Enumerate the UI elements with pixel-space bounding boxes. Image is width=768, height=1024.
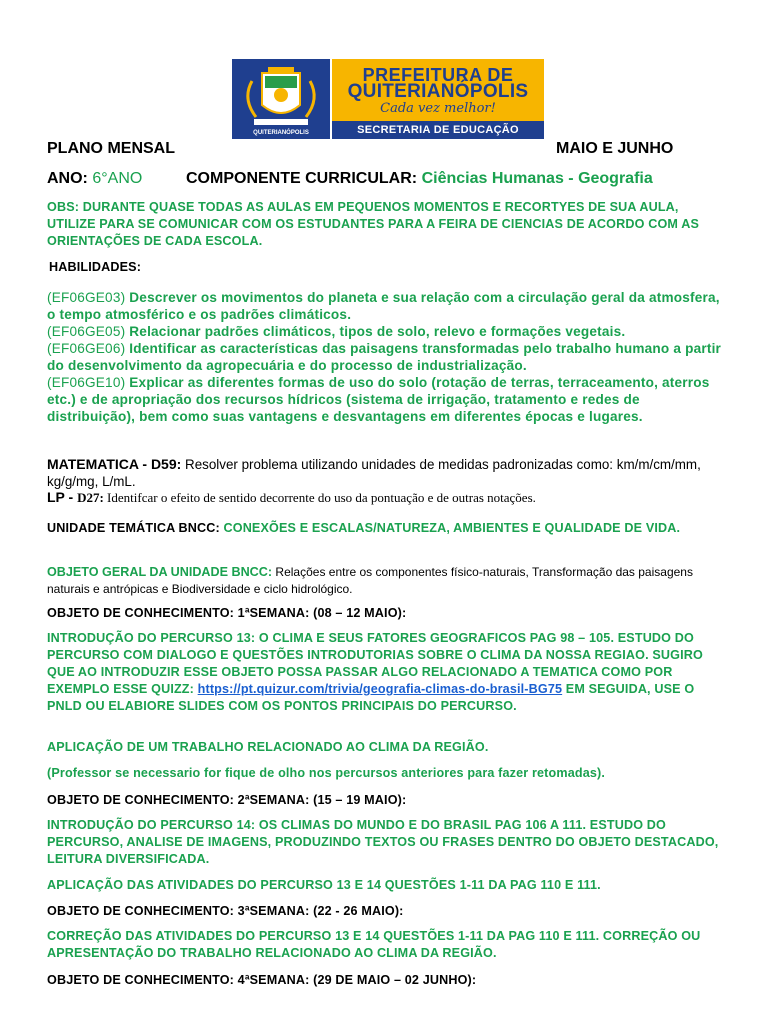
semana-2-aplicacao: APLICAÇÃO DAS ATIVIDADES DO PERCURSO 13 E 14 QUESTÕES 1-11 DA PAG 110 E 111. [47,878,601,892]
habilidade-text: Descrever os movimentos do planeta e sua relação com a circulação geral da atmosfera, o tempo atmosférico e os padrões climáticos. [47,290,720,322]
ano-componente-line [47,170,728,188]
municipal-seal [232,59,330,139]
brand-line-1: PREFEITURA DE [362,65,514,85]
semana-3-title: OBJETO DE CONHECIMENTO: 3ªSEMANA: (22 - 26 MAIO): [47,904,404,918]
obs-text: OBS: DURANTE QUASE TODAS AS AULAS EM PEQUENOS MOMENTOS E RECORTYES DE SUA AULA, UTILIZE PARA SE COMUNICAR COM OS ESTUDANTES PARA A FEIRA DE CIENCIAS DE ACORDO COM AS ORIENTAÇÕES DE CADA ESCOLA. [47,200,700,248]
seal-caption: QUITERIANÓPOLIS [253,130,309,136]
ano-value: 6°ANO [92,170,143,187]
objeto-geral [47,564,728,598]
semana-1-intro: INTRODUÇÃO DO PERCURSO 13: O CLIMA E SEUS FATORES GEOGRAFICOS PAG 98 – 105. ESTUDO DO PERCURSO COM DIALOGO E QUESTÕES INTRODUTORIAS SOBRE O CLIMA DA NOSSA REGIAO. SUGIRO QUE AO INTRODUZIR ESSE OBJETO POSSA PASSAR ALGO RELACIONADO A TEMATICA COMO POR EXEMPLO ESSE QUIZZ: [47,631,703,696]
habilidade-item [47,289,730,323]
matematica-label: MATEMATICA - D59: [47,456,182,472]
semana-1-nota: (Professor se necessario for fique de olho nos percursos anteriores para fazer retomadas). [47,766,606,780]
lp-code: D27: [77,490,104,505]
habilidades-list [47,289,730,425]
semana-3-text: CORREÇÃO DAS ATIVIDADES DO PERCURSO 13 E 14 QUESTÕES 1-11 DA PAG 110 E 111. CORREÇÃO OU APRESENTAÇÃO DO TRABALHO RELACIONADO AO CLIMA DA REGIÃO. [47,929,701,960]
semana-1-continue: EM SEGUIDA, USE O PNLD OU ELABIORE SLIDES COM OS PONTOS PRINCIPAIS DO PERCURSO. [47,682,695,713]
semana-1-text [47,630,728,715]
habilidade-item [47,323,730,340]
habilidade-text: Explicar as diferentes formas de uso do solo (rotação de terras, terraceamento, aterros etc.) e de apropriação dos recursos hídricos (sistema de irrigação, tratamento e redes de distribuição), bem como suas vantagens e desvantagens em diferentes épocas e lugares. [47,375,710,424]
habilidade-item [47,340,730,374]
plan-months: MAIO E JUNHO [556,140,674,157]
ano-label: ANO: [47,170,88,187]
lp-label: LP - [47,489,78,505]
unidade-value: CONEXÕES E ESCALAS/NATUREZA, AMBIENTES E QUALIDADE DE VIDA. [223,521,681,535]
habilidade-code: (EF06GE10) [47,375,126,390]
semana-4-title: OBJETO DE CONHECIMENTO: 4ªSEMANA: (29 DE MAIO – 02 JUNHO): [47,973,477,987]
semana-1-aplicacao: APLICAÇÃO DE UM TRABALHO RELACIONADO AO CLIMA DA REGIÃO. [47,740,489,754]
plan-header [47,140,728,158]
unidade-tematica [47,520,728,537]
prefeitura-brand [332,59,544,139]
plan-title: PLANO MENSAL [47,140,175,157]
semana-2-title: OBJETO DE CONHECIMENTO: 2ªSEMANA: (15 – 19 MAIO): [47,793,407,807]
matematica-paragraph [47,456,728,490]
habilidade-text: Relacionar padrões climáticos, tipos de solo, relevo e formações vegetais. [125,324,626,339]
lp-text: Identifcar o efeito de sentido decorrente do uso da pontuação e de outras notações. [103,490,536,505]
componente-value: Ciências Humanas - Geografia [421,170,653,187]
componente-label: COMPONENTE CURRICULAR: [186,170,418,187]
habilidade-code: (EF06GE05) [47,324,126,339]
matematica-text: Resolver problema utilizando unidades de medidas padronizadas como: km/m/cm/mm, kg/g/mg, L/mL. [47,457,701,489]
lp-paragraph [47,489,728,506]
brand-line-2: QUITERIANÓPOLIS [347,81,529,102]
unidade-label: UNIDADE TEMÁTICA BNCC: [47,521,224,535]
semana-2-text: INTRODUÇÃO DO PERCURSO 14: OS CLIMAS DO MUNDO E DO BRASIL PAG 106 A 111. ESTUDO DO PERCURSO, ANALISE DE IMAGENS, PRODUZINDO TEXTOS OU FRASES DENTRO DO OBJETO DESTACADO, LEITURA DIVERSIFICADA. [47,818,719,866]
coat-of-arms-icon [232,59,330,139]
habilidade-item [47,374,730,425]
semana-1-title: OBJETO DE CONHECIMENTO: 1ªSEMANA: (08 – 12 MAIO): [47,606,407,620]
habilidade-text: Identificar as características das paisagens transformadas pelo trabalho humano a partir do desenvolvimento da agropecuária e do processo de industrialização. [47,341,722,373]
objeto-geral-label: OBJETO GERAL DA UNIDADE BNCC: [47,565,273,579]
prefeitura-logo [232,59,544,139]
habilidade-code: (EF06GE03) [47,290,126,305]
objeto-geral-value: Relações entre os componentes físico-naturais, Transformação das paisagens naturais e antrópicas e Biodiversidade e ciclo hidrológico. [47,565,693,596]
brand-department: SECRETARIA DE EDUCAÇÃO [332,121,544,139]
brand-slogan: Cada vez melhor! [380,101,496,116]
habilidade-code: (EF06GE06) [47,341,126,356]
quizz-link[interactable]: https://pt.quizur.com/trivia/geografia-climas-do-brasil-BG75 [197,682,563,696]
habilidades-title: HABILIDADES: [49,260,142,274]
